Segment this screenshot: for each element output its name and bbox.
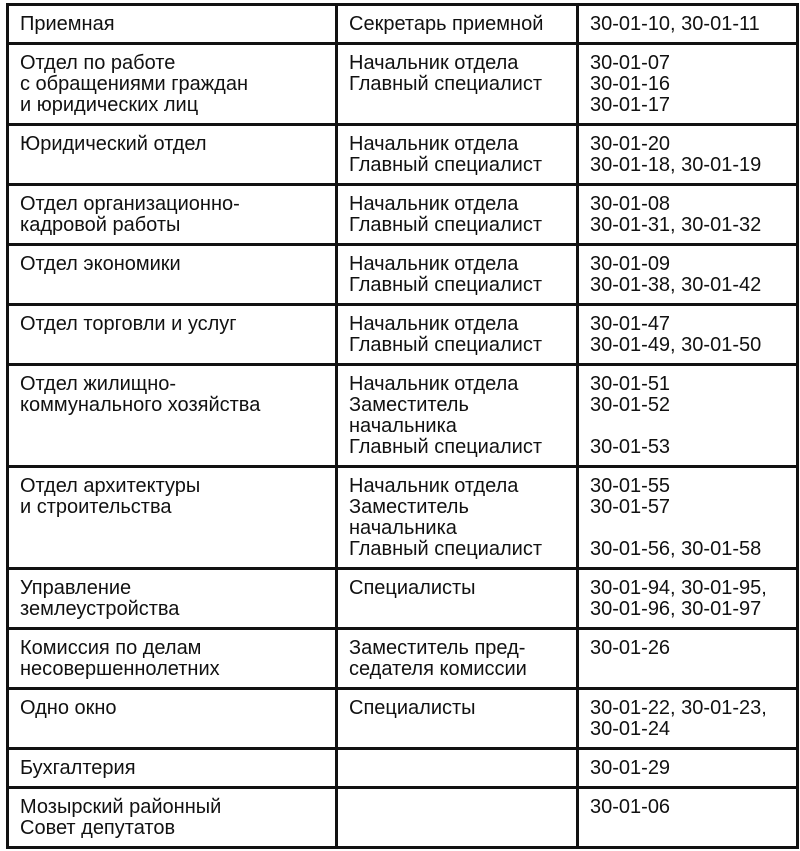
positions-cell: [337, 185, 578, 245]
department-cell: [8, 305, 337, 365]
directory-row: [8, 788, 798, 848]
phone-line: 30-01-24: [590, 718, 671, 740]
phone-line: 30-01-22, 30-01-23,: [590, 697, 767, 719]
position-line: Начальник отдела: [349, 475, 519, 497]
department-line: Отдел по работе: [20, 52, 176, 74]
positions-cell: [337, 629, 578, 689]
phone-line: 30-01-57: [590, 496, 671, 518]
position-line: Секретарь приемной: [349, 13, 544, 35]
phone-line: 30-01-55: [590, 475, 671, 497]
department-cell: [8, 467, 337, 569]
directory-row: [8, 245, 798, 305]
positions-cell: [337, 365, 578, 467]
position-line: Начальник отдела: [349, 313, 519, 335]
department-cell: [8, 365, 337, 467]
directory-row: [8, 185, 798, 245]
phone-line: 30-01-17: [590, 94, 671, 116]
department-line: коммунального хозяйства: [20, 394, 261, 416]
positions-cell: [337, 245, 578, 305]
phones-cell: [578, 689, 798, 749]
position-line: Главный специалист: [349, 334, 542, 356]
position-line: Главный специалист: [349, 73, 542, 95]
department-line: Бухгалтерия: [20, 757, 136, 779]
phone-line: [590, 416, 790, 437]
phones-cell: [578, 365, 798, 467]
phone-line: 30-01-20: [590, 133, 671, 155]
position-line: Главный специалист: [349, 154, 542, 176]
phones-cell: [578, 788, 798, 848]
phones-cell: [578, 629, 798, 689]
phones-cell: [578, 467, 798, 569]
position-line: Главный специалист: [349, 538, 542, 560]
phone-directory-table: [6, 3, 799, 849]
position-line: Главный специалист: [349, 214, 542, 236]
department-line: и строительства: [20, 496, 172, 518]
directory-row: [8, 125, 798, 185]
directory-row: [8, 629, 798, 689]
department-line: Отдел архитектуры: [20, 475, 201, 497]
department-line: землеустройства: [20, 598, 180, 620]
directory-row: [8, 467, 798, 569]
phone-line: 30-01-51: [590, 373, 671, 395]
phone-line: [590, 518, 790, 539]
department-cell: [8, 5, 337, 44]
phone-line: 30-01-10, 30-01-11: [590, 13, 760, 35]
phone-line: 30-01-56, 30-01-58: [590, 538, 762, 560]
department-line: и юридических лиц: [20, 94, 199, 116]
position-line: начальника: [349, 517, 457, 539]
position-line: Заместитель: [349, 394, 469, 416]
department-cell: [8, 689, 337, 749]
positions-cell: [337, 689, 578, 749]
position-line: седателя комиссии: [349, 658, 527, 680]
department-line: с обращениями граждан: [20, 73, 249, 95]
department-line: Отдел торговли и услуг: [20, 313, 237, 335]
position-line: Начальник отдела: [349, 52, 519, 74]
department-line: несовершеннолетних: [20, 658, 220, 680]
phones-cell: [578, 305, 798, 365]
position-line: Главный специалист: [349, 436, 542, 458]
phones-cell: [578, 245, 798, 305]
department-line: Отдел экономики: [20, 253, 181, 275]
phones-cell: [578, 44, 798, 125]
department-cell: [8, 569, 337, 629]
department-line: Приемная: [20, 13, 115, 35]
department-cell: [8, 44, 337, 125]
position-line: Специалисты: [349, 697, 476, 719]
position-line: Главный специалист: [349, 274, 542, 296]
phones-cell: [578, 185, 798, 245]
phone-line: 30-01-53: [590, 436, 671, 458]
phone-line: 30-01-94, 30-01-95,: [590, 577, 767, 599]
department-line: Совет депутатов: [20, 817, 176, 839]
phone-line: 30-01-08: [590, 193, 671, 215]
department-line: Юридический отдел: [20, 133, 207, 155]
phone-line: 30-01-16: [590, 73, 671, 95]
position-line: Заместитель пред-: [349, 637, 526, 659]
department-cell: [8, 749, 337, 788]
department-line: Управление: [20, 577, 132, 599]
positions-cell: [337, 5, 578, 44]
position-line: Специалисты: [349, 577, 476, 599]
position-line: Начальник отдела: [349, 193, 519, 215]
department-cell: [8, 788, 337, 848]
positions-cell: [337, 569, 578, 629]
department-line: Мозырский районный: [20, 796, 222, 818]
position-line: Начальник отдела: [349, 253, 519, 275]
position-line: Заместитель: [349, 496, 469, 518]
phones-cell: [578, 125, 798, 185]
directory-row: [8, 44, 798, 125]
phones-cell: [578, 749, 798, 788]
directory-body: [8, 5, 798, 848]
phone-line: 30-01-38, 30-01-42: [590, 274, 762, 296]
phone-line: 30-01-47: [590, 313, 671, 335]
directory-row: [8, 365, 798, 467]
phone-line: 30-01-06: [590, 796, 671, 818]
directory-row: [8, 5, 798, 44]
phone-line: 30-01-07: [590, 52, 671, 74]
department-line: Отдел жилищно-: [20, 373, 177, 395]
department-cell: [8, 185, 337, 245]
directory-row: [8, 305, 798, 365]
positions-cell: [337, 788, 578, 848]
phones-cell: [578, 569, 798, 629]
positions-cell: [337, 125, 578, 185]
positions-cell: [337, 44, 578, 125]
phone-line: 30-01-52: [590, 394, 671, 416]
department-cell: [8, 245, 337, 305]
directory-row: [8, 749, 798, 788]
positions-cell: [337, 467, 578, 569]
phone-line: 30-01-09: [590, 253, 671, 275]
department-line: кадровой работы: [20, 214, 181, 236]
department-line: Отдел организационно-: [20, 193, 240, 215]
phone-line: 30-01-31, 30-01-32: [590, 214, 762, 236]
position-line: Начальник отдела: [349, 373, 519, 395]
phone-line: 30-01-18, 30-01-19: [590, 154, 762, 176]
positions-cell: [337, 305, 578, 365]
phone-line: 30-01-29: [590, 757, 671, 779]
position-line: Начальник отдела: [349, 133, 519, 155]
positions-cell: [337, 749, 578, 788]
department-cell: [8, 125, 337, 185]
phones-cell: [578, 5, 798, 44]
phone-line: 30-01-96, 30-01-97: [590, 598, 762, 620]
directory-row: [8, 689, 798, 749]
department-line: Одно окно: [20, 697, 117, 719]
directory-row: [8, 569, 798, 629]
position-line: начальника: [349, 415, 457, 437]
department-line: Комиссия по делам: [20, 637, 202, 659]
department-cell: [8, 629, 337, 689]
phone-line: 30-01-49, 30-01-50: [590, 334, 762, 356]
phone-line: 30-01-26: [590, 637, 671, 659]
